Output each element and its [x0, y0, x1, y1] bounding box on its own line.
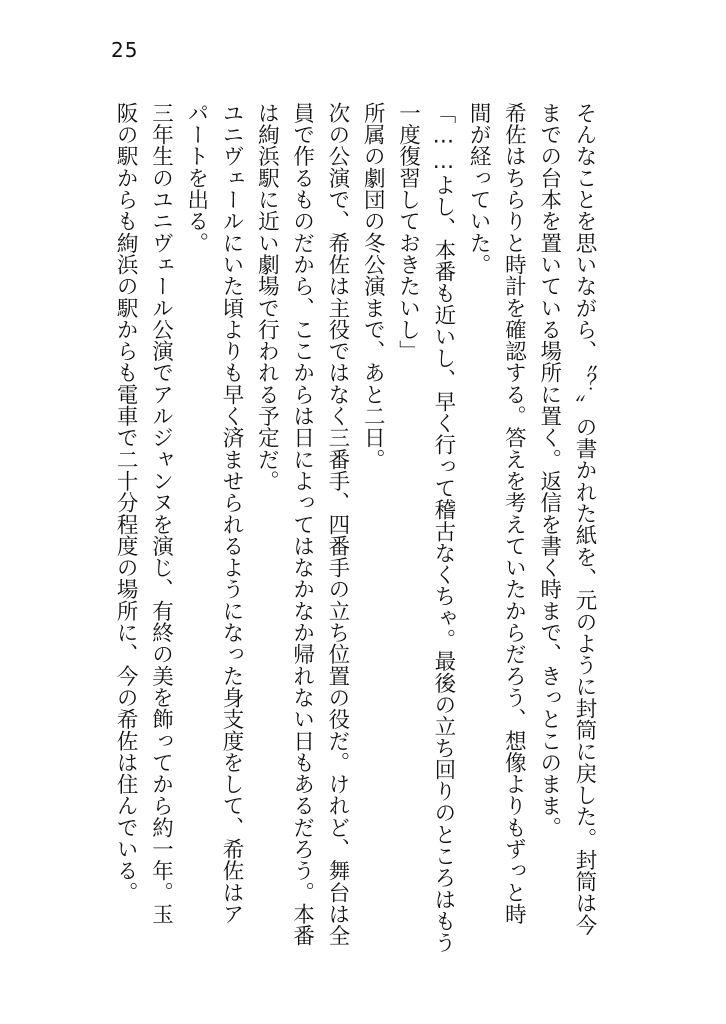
- page-number: 25: [111, 38, 139, 62]
- text-line: 三年生のユニヴェール公演でアルジャンヌを演じ、有終の美を飾ってから約一年。玉: [148, 102, 174, 925]
- text-line: 所属の劇団の冬公演まで、あと二日。: [360, 102, 386, 471]
- text-line: ユニヴェールにいた頃よりも早く済ませられるようになった身支度をして、希佐はア: [219, 102, 245, 925]
- text-line: は絢浜駅に近い劇場で行われる予定だ。: [254, 102, 280, 492]
- text-line: 阪の駅からも絢浜の駅からも電車で二十分程度の場所に、今の希佐は住んでいる。: [113, 102, 139, 904]
- text-line: 「……よし、本番も近いし、早く行って稽古なくちゃ。最後の立ち回りのところはもう: [430, 102, 456, 954]
- text-line: パートを出る。: [183, 102, 209, 254]
- text-line: 次の公演で、希佐は主役ではなく三番手、四番手の立ち位置の役だ。けれど、舞台は全: [324, 102, 350, 947]
- text-line: 員で作るものだから、ここからは日によってはなかなか帰れない日もあるだろう。本番: [289, 102, 315, 947]
- text-line: 希佐はちらりと時計を確認する。答えを考えていたからだろう、想像よりもずっと時: [501, 102, 527, 925]
- body-text: [108, 102, 602, 982]
- text-line: までの台本を置いている場所に置く。返信を書く時まで、きっとこのまま。: [536, 102, 562, 839]
- text-line: そんなことを思いながら、〝？〟の書かれた紙を、元のように封筒に戻した。封筒は今: [572, 102, 597, 936]
- text-line: 一度復習しておきたいし」: [395, 102, 421, 362]
- text-line: 間が経っていた。: [466, 102, 492, 276]
